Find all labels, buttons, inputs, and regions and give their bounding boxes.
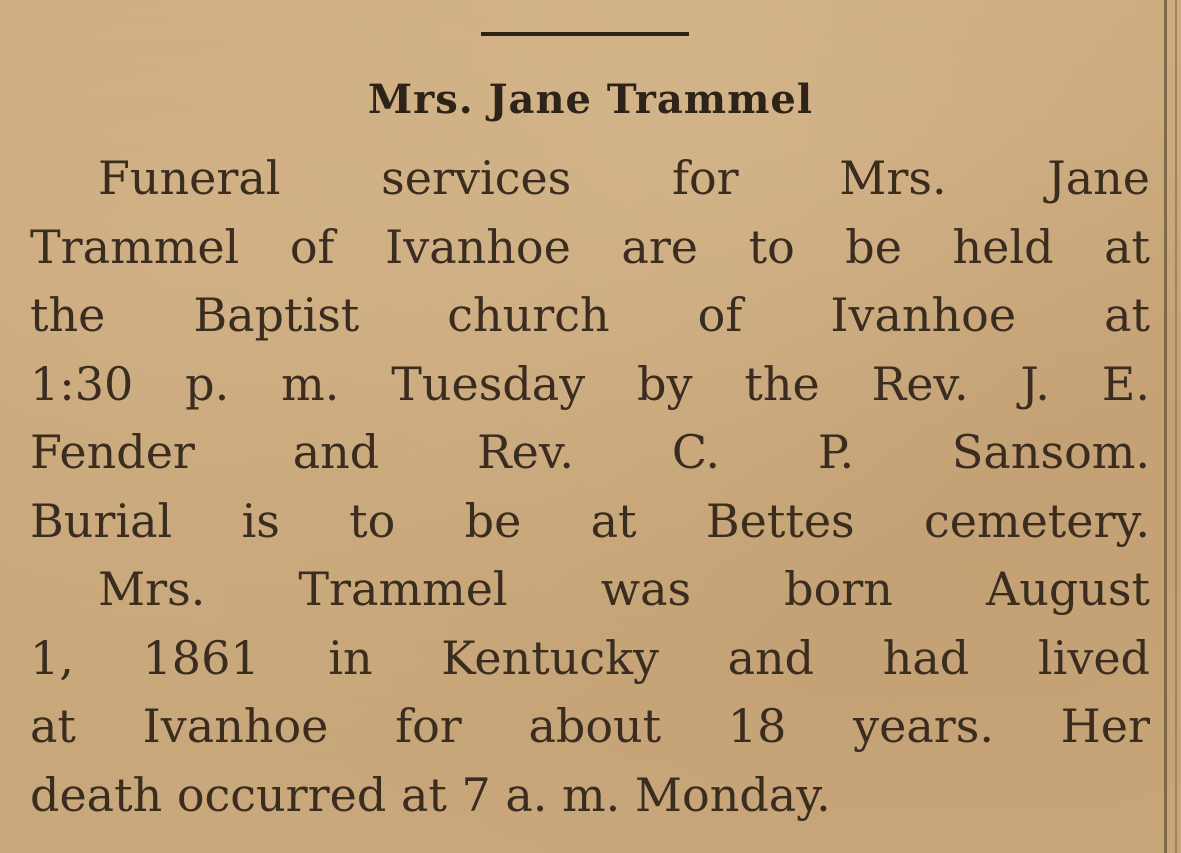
column-rule-right — [1164, 0, 1167, 853]
body-line: 1:30 p. m. Tuesday by the Rev. J. E. — [30, 356, 1150, 411]
body-line: Burial is to be at Bettes cemetery. — [30, 493, 1150, 548]
body-line: Funeral services for Mrs. Jane — [98, 151, 1150, 205]
body-line: death occurred at 7 a. m. Monday. — [30, 767, 831, 822]
column-rule-edge — [1175, 0, 1177, 853]
body-line: Fender and Rev. C. P. Sansom. — [30, 425, 1150, 479]
body-line: 1, 1861 in Kentucky and had lived — [30, 630, 1150, 685]
obituary-body — [30, 144, 1150, 829]
body-line: at Ivanhoe for about 18 years. Her — [30, 699, 1150, 753]
body-line: Mrs. Trammel was born August — [98, 562, 1150, 616]
body-line: the Baptist church of Ivanhoe at — [30, 288, 1150, 342]
separator-rule — [481, 32, 689, 36]
body-line: Trammel of Ivanhoe are to be held at — [30, 219, 1150, 274]
obituary-headline: Mrs. Jane Trammel — [367, 76, 814, 123]
